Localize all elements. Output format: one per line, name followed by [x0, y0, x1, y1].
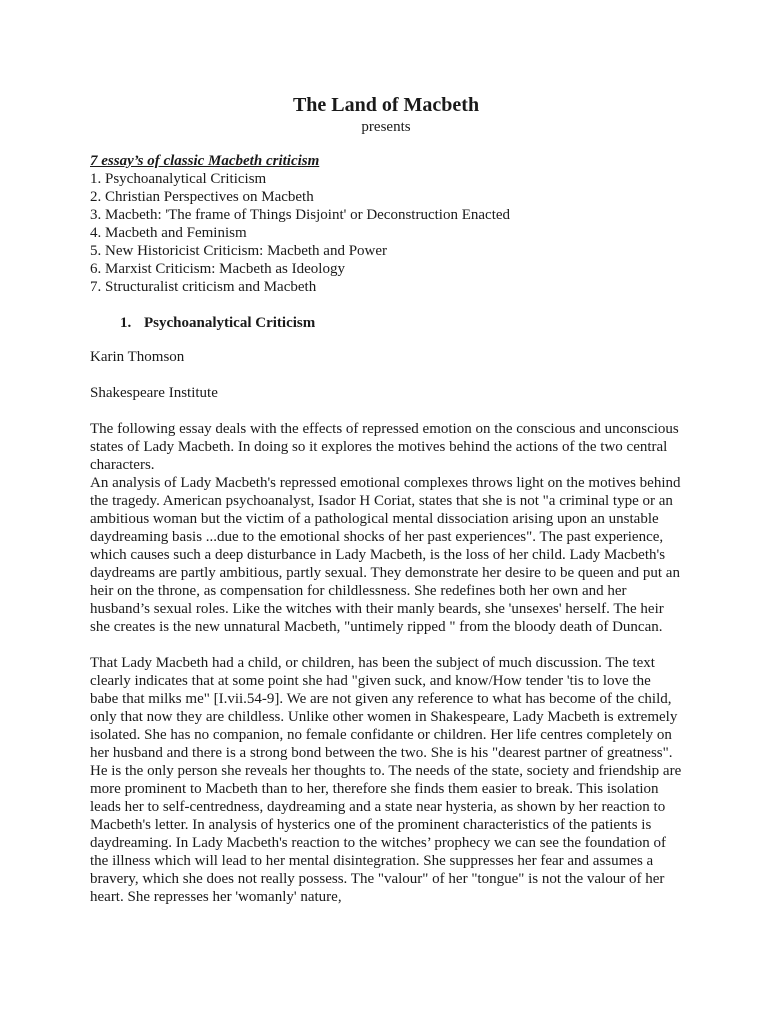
toc-item: 5. New Historicist Criticism: Macbeth and Power	[90, 243, 388, 259]
toc-item: 1. Psychoanalytical Criticism	[90, 171, 267, 187]
section-title: Psychoanalytical Criticism	[144, 315, 316, 331]
body-paragraph: That Lady Macbeth had a child, or children, has been the subject of much discussion. The text clearly indicates that at some point she had "given suck, and know/How tender 'tis to love the babe that milks me" [I.vii.54-9]. We are not given any reference to what has become of the child, only that now they are childless. Unlike other women in Shakespeare, Lady Macbeth is extremely isolated. She has no companion, no female confidante or children. Her life centres completely on her husband and there is a strong bond between the two. She is his "dearest partner of greatness". He is the only person she reveals her thoughts to. The needs of the state, society and friendship are more prominent to Macbeth than to her, therefore she finds them easier to break. This isolation leads her to self-centredness, daydreaming and a state near hysteria, as shown by her reaction to Macbeth's letter. In analysis of hysterics one of the prominent characteristics of the patients is daydreaming. In Lady Macbeth's reaction to the witches’ prophecy we can see the foundation of the illness which will lead to her mental disintegration. She suppresses her fear and assumes a bravery, which she does not really possess. The "valour" of her "tongue" is not the valour of her heart. She represses her 'womanly' nature,	[90, 655, 682, 905]
document-title: The Land of Macbeth	[292, 94, 480, 116]
toc-item: 6. Marxist Criticism: Macbeth as Ideology	[90, 261, 345, 277]
body-paragraph: The following essay deals with the effects of repressed emotion on the conscious and unconscious states of Lady Macbeth. In doing so it explores the motives behind the actions of the two central characters.	[90, 421, 679, 473]
section-heading	[120, 314, 682, 332]
document-subtitle: presents	[361, 119, 411, 135]
toc-heading: 7 essay’s of classic Macbeth criticism	[90, 153, 320, 169]
author-institution: Shakespeare Institute	[90, 385, 218, 401]
toc-item: 4. Macbeth and Feminism	[90, 225, 247, 241]
toc-item: 7. Structuralist criticism and Macbeth	[90, 279, 317, 295]
section-number: 1.	[120, 315, 132, 331]
body-paragraph: An analysis of Lady Macbeth's repressed emotional complexes throws light on the motives behind the tragedy. American psychoanalyst, Isador H Coriat, states that she is not "a criminal type or an ambitious woman but the victim of a pathological mental dissociation arising upon an unstable daydreaming basis ...due to the emotional shocks of her past experiences". The past experience, which causes such a deep disturbance in Lady Macbeth, is the loss of her child. Lady Macbeth's daydreams are partly ambitious, partly sexual. They demonstrate her desire to be queen and put an heir on the throne, as compensation for childlessness. She redefines both her own and her husband’s sexual roles. Like the witches with their manly beards, she 'unsexes' herself. The heir she creates is the new unnatural Macbeth, "untimely ripped " from the bloody death of Duncan.	[90, 475, 681, 635]
toc-item: 3. Macbeth: 'The frame of Things Disjoint' or Deconstruction Enacted	[90, 207, 511, 223]
toc-list	[90, 170, 682, 296]
toc-item: 2. Christian Perspectives on Macbeth	[90, 189, 314, 205]
author-name: Karin Thomson	[90, 349, 185, 365]
